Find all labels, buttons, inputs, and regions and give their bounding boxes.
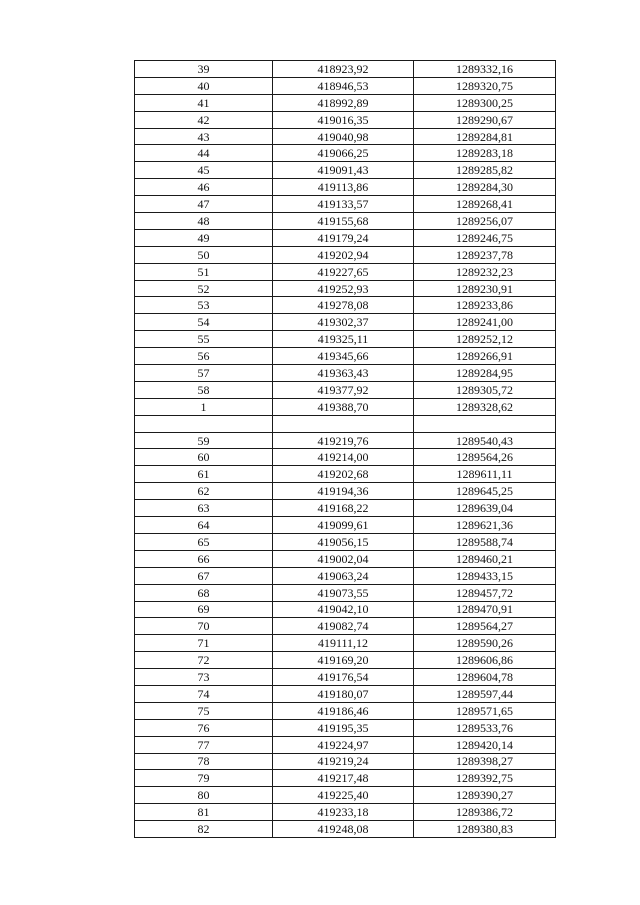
x-coordinate-cell: 419345,66 — [273, 348, 414, 365]
table-row — [135, 145, 556, 162]
table-row — [135, 550, 556, 567]
x-coordinate-cell: 419195,35 — [273, 719, 414, 736]
point-number-cell: 81 — [135, 804, 273, 821]
point-number-cell: 74 — [135, 685, 273, 702]
y-coordinate-cell: 1289256,07 — [414, 213, 556, 230]
coordinates-table-body — [135, 61, 556, 838]
table-row — [135, 635, 556, 652]
y-coordinate-cell: 1289433,15 — [414, 567, 556, 584]
x-coordinate-cell: 419214,00 — [273, 449, 414, 466]
table-row — [135, 702, 556, 719]
table-row — [135, 584, 556, 601]
section-separator-row — [135, 415, 556, 432]
table-row — [135, 398, 556, 415]
point-number-cell: 52 — [135, 280, 273, 297]
y-coordinate-cell: 1289380,83 — [414, 821, 556, 838]
y-coordinate-cell: 1289398,27 — [414, 753, 556, 770]
x-coordinate-cell: 419325,11 — [273, 331, 414, 348]
x-coordinate-cell: 419194,36 — [273, 483, 414, 500]
x-coordinate-cell: 419233,18 — [273, 804, 414, 821]
y-coordinate-cell: 1289268,41 — [414, 196, 556, 213]
y-coordinate-cell: 1289606,86 — [414, 652, 556, 669]
table-row — [135, 297, 556, 314]
table-row — [135, 483, 556, 500]
point-number-cell: 54 — [135, 314, 273, 331]
x-coordinate-cell: 419227,65 — [273, 263, 414, 280]
table-row — [135, 449, 556, 466]
point-number-cell: 72 — [135, 652, 273, 669]
table-row — [135, 719, 556, 736]
x-coordinate-cell: 418946,53 — [273, 77, 414, 94]
x-coordinate-cell: 419066,25 — [273, 145, 414, 162]
table-row — [135, 804, 556, 821]
y-coordinate-cell: 1289470,91 — [414, 601, 556, 618]
x-coordinate-cell: 419155,68 — [273, 213, 414, 230]
point-number-cell: 66 — [135, 550, 273, 567]
y-coordinate-cell: 1289611,11 — [414, 466, 556, 483]
y-coordinate-cell: 1289590,26 — [414, 635, 556, 652]
table-row — [135, 821, 556, 838]
table-row — [135, 365, 556, 382]
y-coordinate-cell: 1289390,27 — [414, 787, 556, 804]
point-number-cell: 57 — [135, 365, 273, 382]
y-coordinate-cell: 1289457,72 — [414, 584, 556, 601]
x-coordinate-cell: 418923,92 — [273, 61, 414, 78]
table-row — [135, 753, 556, 770]
empty-cell — [135, 415, 273, 432]
y-coordinate-cell: 1289300,25 — [414, 94, 556, 111]
table-row — [135, 432, 556, 449]
point-number-cell: 82 — [135, 821, 273, 838]
table-row — [135, 331, 556, 348]
point-number-cell: 69 — [135, 601, 273, 618]
table-row — [135, 736, 556, 753]
y-coordinate-cell: 1289460,21 — [414, 550, 556, 567]
table-row — [135, 77, 556, 94]
point-number-cell: 46 — [135, 179, 273, 196]
table-row — [135, 213, 556, 230]
x-coordinate-cell: 418992,89 — [273, 94, 414, 111]
table-row — [135, 669, 556, 686]
point-number-cell: 44 — [135, 145, 273, 162]
x-coordinate-cell: 419091,43 — [273, 162, 414, 179]
y-coordinate-cell: 1289290,67 — [414, 111, 556, 128]
table-row — [135, 111, 556, 128]
x-coordinate-cell: 419278,08 — [273, 297, 414, 314]
table-row — [135, 381, 556, 398]
table-row — [135, 314, 556, 331]
point-number-cell: 71 — [135, 635, 273, 652]
y-coordinate-cell: 1289284,30 — [414, 179, 556, 196]
x-coordinate-cell: 419252,93 — [273, 280, 414, 297]
table-row — [135, 61, 556, 78]
y-coordinate-cell: 1289283,18 — [414, 145, 556, 162]
x-coordinate-cell: 419168,22 — [273, 500, 414, 517]
y-coordinate-cell: 1289232,23 — [414, 263, 556, 280]
x-coordinate-cell: 419217,48 — [273, 770, 414, 787]
table-row — [135, 128, 556, 145]
point-number-cell: 55 — [135, 331, 273, 348]
y-coordinate-cell: 1289571,65 — [414, 702, 556, 719]
x-coordinate-cell: 419363,43 — [273, 365, 414, 382]
table-row — [135, 500, 556, 517]
table-row — [135, 94, 556, 111]
x-coordinate-cell: 419248,08 — [273, 821, 414, 838]
table-row — [135, 179, 556, 196]
table-row — [135, 280, 556, 297]
y-coordinate-cell: 1289332,16 — [414, 61, 556, 78]
point-number-cell: 76 — [135, 719, 273, 736]
point-number-cell: 59 — [135, 432, 273, 449]
point-number-cell: 62 — [135, 483, 273, 500]
x-coordinate-cell: 419073,55 — [273, 584, 414, 601]
x-coordinate-cell: 419113,86 — [273, 179, 414, 196]
x-coordinate-cell: 419224,97 — [273, 736, 414, 753]
table-row — [135, 567, 556, 584]
point-number-cell: 78 — [135, 753, 273, 770]
y-coordinate-cell: 1289266,91 — [414, 348, 556, 365]
y-coordinate-cell: 1289233,86 — [414, 297, 556, 314]
point-number-cell: 45 — [135, 162, 273, 179]
y-coordinate-cell: 1289284,81 — [414, 128, 556, 145]
coordinates-table — [134, 60, 556, 838]
point-number-cell: 65 — [135, 533, 273, 550]
x-coordinate-cell: 419219,24 — [273, 753, 414, 770]
y-coordinate-cell: 1289564,26 — [414, 449, 556, 466]
y-coordinate-cell: 1289645,25 — [414, 483, 556, 500]
point-number-cell: 68 — [135, 584, 273, 601]
table-row — [135, 162, 556, 179]
point-number-cell: 75 — [135, 702, 273, 719]
point-number-cell: 58 — [135, 381, 273, 398]
y-coordinate-cell: 1289564,27 — [414, 618, 556, 635]
table-row — [135, 348, 556, 365]
x-coordinate-cell: 419042,10 — [273, 601, 414, 618]
y-coordinate-cell: 1289241,00 — [414, 314, 556, 331]
x-coordinate-cell: 419111,12 — [273, 635, 414, 652]
point-number-cell: 49 — [135, 229, 273, 246]
point-number-cell: 50 — [135, 246, 273, 263]
y-coordinate-cell: 1289252,12 — [414, 331, 556, 348]
point-number-cell: 1 — [135, 398, 273, 415]
x-coordinate-cell: 419202,68 — [273, 466, 414, 483]
table-row — [135, 517, 556, 534]
y-coordinate-cell: 1289285,82 — [414, 162, 556, 179]
table-row — [135, 618, 556, 635]
x-coordinate-cell: 419225,40 — [273, 787, 414, 804]
empty-cell — [273, 415, 414, 432]
x-coordinate-cell: 419040,98 — [273, 128, 414, 145]
point-number-cell: 56 — [135, 348, 273, 365]
x-coordinate-cell: 419133,57 — [273, 196, 414, 213]
table-row — [135, 601, 556, 618]
x-coordinate-cell: 419202,94 — [273, 246, 414, 263]
point-number-cell: 51 — [135, 263, 273, 280]
table-row — [135, 770, 556, 787]
point-number-cell: 53 — [135, 297, 273, 314]
table-row — [135, 466, 556, 483]
y-coordinate-cell: 1289533,76 — [414, 719, 556, 736]
x-coordinate-cell: 419219,76 — [273, 432, 414, 449]
y-coordinate-cell: 1289621,36 — [414, 517, 556, 534]
y-coordinate-cell: 1289386,72 — [414, 804, 556, 821]
empty-cell — [414, 415, 556, 432]
x-coordinate-cell: 419186,46 — [273, 702, 414, 719]
x-coordinate-cell: 419388,70 — [273, 398, 414, 415]
y-coordinate-cell: 1289328,62 — [414, 398, 556, 415]
table-row — [135, 263, 556, 280]
y-coordinate-cell: 1289604,78 — [414, 669, 556, 686]
point-number-cell: 63 — [135, 500, 273, 517]
x-coordinate-cell: 419056,15 — [273, 533, 414, 550]
point-number-cell: 80 — [135, 787, 273, 804]
point-number-cell: 64 — [135, 517, 273, 534]
x-coordinate-cell: 419099,61 — [273, 517, 414, 534]
x-coordinate-cell: 419377,92 — [273, 381, 414, 398]
point-number-cell: 61 — [135, 466, 273, 483]
y-coordinate-cell: 1289320,75 — [414, 77, 556, 94]
x-coordinate-cell: 419302,37 — [273, 314, 414, 331]
y-coordinate-cell: 1289284,95 — [414, 365, 556, 382]
table-row — [135, 533, 556, 550]
y-coordinate-cell: 1289588,74 — [414, 533, 556, 550]
point-number-cell: 39 — [135, 61, 273, 78]
y-coordinate-cell: 1289597,44 — [414, 685, 556, 702]
y-coordinate-cell: 1289305,72 — [414, 381, 556, 398]
y-coordinate-cell: 1289237,78 — [414, 246, 556, 263]
point-number-cell: 77 — [135, 736, 273, 753]
table-row — [135, 787, 556, 804]
y-coordinate-cell: 1289639,04 — [414, 500, 556, 517]
table-row — [135, 246, 556, 263]
point-number-cell: 79 — [135, 770, 273, 787]
y-coordinate-cell: 1289230,91 — [414, 280, 556, 297]
x-coordinate-cell: 419016,35 — [273, 111, 414, 128]
point-number-cell: 67 — [135, 567, 273, 584]
table-row — [135, 685, 556, 702]
point-number-cell: 48 — [135, 213, 273, 230]
point-number-cell: 70 — [135, 618, 273, 635]
point-number-cell: 41 — [135, 94, 273, 111]
point-number-cell: 47 — [135, 196, 273, 213]
table-row — [135, 196, 556, 213]
point-number-cell: 42 — [135, 111, 273, 128]
point-number-cell: 60 — [135, 449, 273, 466]
x-coordinate-cell: 419082,74 — [273, 618, 414, 635]
y-coordinate-cell: 1289246,75 — [414, 229, 556, 246]
x-coordinate-cell: 419176,54 — [273, 669, 414, 686]
point-number-cell: 43 — [135, 128, 273, 145]
y-coordinate-cell: 1289392,75 — [414, 770, 556, 787]
x-coordinate-cell: 419169,20 — [273, 652, 414, 669]
x-coordinate-cell: 419179,24 — [273, 229, 414, 246]
x-coordinate-cell: 419002,04 — [273, 550, 414, 567]
point-number-cell: 73 — [135, 669, 273, 686]
table-row — [135, 652, 556, 669]
y-coordinate-cell: 1289540,43 — [414, 432, 556, 449]
point-number-cell: 40 — [135, 77, 273, 94]
x-coordinate-cell: 419063,24 — [273, 567, 414, 584]
x-coordinate-cell: 419180,07 — [273, 685, 414, 702]
table-row — [135, 229, 556, 246]
y-coordinate-cell: 1289420,14 — [414, 736, 556, 753]
